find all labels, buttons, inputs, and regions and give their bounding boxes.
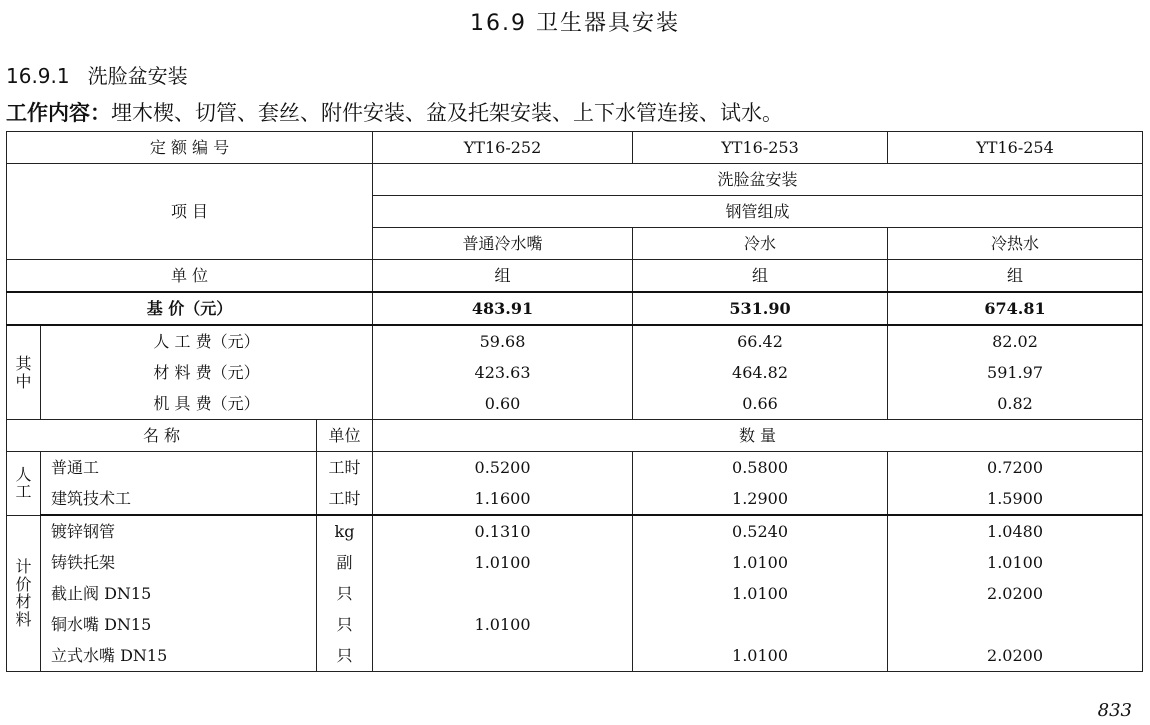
material-value: 1.0100	[633, 547, 888, 578]
labor-group-text: 人工	[15, 464, 32, 502]
labor-row	[7, 452, 1143, 484]
item-level3-cell: 普通冷水嘴	[373, 228, 633, 260]
material-group-text: 计价材料	[15, 557, 32, 629]
section-title: 16.9 卫生器具安装	[470, 11, 680, 36]
material-value	[373, 640, 633, 672]
material-value: 1.0100	[373, 547, 633, 578]
unit-label: 单 位	[7, 260, 373, 293]
quota-number-label: 定 额 编 号	[7, 132, 373, 164]
unit-row	[7, 260, 1143, 293]
subsection-title: 洗脸盆安装	[87, 64, 188, 88]
material-unit: 副	[317, 547, 373, 578]
material-name: 截止阀 DN15	[41, 578, 317, 609]
labor-value: 0.5200	[373, 452, 633, 484]
quantity-label: 数 量	[373, 420, 1143, 452]
base-price-cell: 674.81	[888, 292, 1143, 325]
cost-row	[7, 325, 1143, 357]
quota-number-cell: YT16-252	[373, 132, 633, 164]
material-name: 铸铁托架	[41, 547, 317, 578]
cost-value: 423.63	[373, 357, 633, 388]
base-price-cell: 483.91	[373, 292, 633, 325]
material-value: 1.0100	[373, 609, 633, 640]
material-row	[7, 578, 1143, 609]
material-unit: 只	[317, 609, 373, 640]
item-level2: 钢管组成	[373, 196, 1143, 228]
material-group-label	[7, 515, 41, 672]
material-row	[7, 547, 1143, 578]
base-price-cell: 531.90	[633, 292, 888, 325]
name-label: 名 称	[7, 420, 317, 452]
quota-number-cell: YT16-254	[888, 132, 1143, 164]
cost-value: 82.02	[888, 325, 1143, 357]
page-number: 833	[1097, 700, 1132, 721]
material-unit: 只	[317, 578, 373, 609]
material-value: 1.0100	[633, 578, 888, 609]
material-value	[633, 609, 888, 640]
material-value: 2.0200	[888, 640, 1143, 672]
cost-label: 材 料 费（元）	[41, 357, 373, 388]
material-value: 1.0100	[888, 547, 1143, 578]
cost-value: 66.42	[633, 325, 888, 357]
subsection-heading	[6, 60, 188, 89]
base-price-row	[7, 292, 1143, 325]
material-unit: kg	[317, 515, 373, 547]
cost-row	[7, 357, 1143, 388]
work-content-text: 埋木楔、切管、套丝、附件安装、盆及托架安装、上下水管连接、试水。	[111, 101, 783, 125]
item-level3-cell: 冷热水	[888, 228, 1143, 260]
item-row-1	[7, 164, 1143, 196]
material-value: 2.0200	[888, 578, 1143, 609]
cost-value: 0.60	[373, 388, 633, 420]
cost-value: 0.82	[888, 388, 1143, 420]
of-which-text: 其中	[15, 353, 32, 391]
labor-name: 普通工	[41, 452, 317, 484]
item-label: 项 目	[7, 164, 373, 260]
material-value: 1.0480	[888, 515, 1143, 547]
material-name: 立式水嘴 DN15	[41, 640, 317, 672]
quota-number-cell: YT16-253	[633, 132, 888, 164]
material-value	[888, 609, 1143, 640]
work-content-line	[6, 97, 783, 127]
base-price-label: 基 价（元）	[7, 292, 373, 325]
quota-number-row	[7, 132, 1143, 164]
item-level1: 洗脸盆安装	[373, 164, 1143, 196]
cost-label: 机 具 费（元）	[41, 388, 373, 420]
material-value: 1.0100	[633, 640, 888, 672]
unit-column-label: 单位	[317, 420, 373, 452]
unit-cell: 组	[633, 260, 888, 293]
material-row	[7, 515, 1143, 547]
cost-value: 464.82	[633, 357, 888, 388]
material-value	[373, 578, 633, 609]
material-name: 铜水嘴 DN15	[41, 609, 317, 640]
cost-value: 0.66	[633, 388, 888, 420]
cost-row	[7, 388, 1143, 420]
subsection-number: 16.9.1	[6, 64, 70, 88]
labor-unit: 工时	[317, 452, 373, 484]
labor-value: 0.5800	[633, 452, 888, 484]
work-content-label: 工作内容：	[6, 101, 111, 125]
cost-label: 人 工 费（元）	[41, 325, 373, 357]
item-level3-cell: 冷水	[633, 228, 888, 260]
material-value: 0.5240	[633, 515, 888, 547]
labor-value: 1.1600	[373, 483, 633, 515]
labor-group-label	[7, 452, 41, 516]
cost-value: 59.68	[373, 325, 633, 357]
of-which-label	[7, 325, 41, 420]
quota-table	[6, 131, 1143, 672]
material-row	[7, 609, 1143, 640]
cost-value: 591.97	[888, 357, 1143, 388]
name-header-row	[7, 420, 1143, 452]
material-value: 0.1310	[373, 515, 633, 547]
labor-name: 建筑技术工	[41, 483, 317, 515]
labor-value: 1.5900	[888, 483, 1143, 515]
material-name: 镀锌钢管	[41, 515, 317, 547]
material-row	[7, 640, 1143, 672]
unit-cell: 组	[888, 260, 1143, 293]
unit-cell: 组	[373, 260, 633, 293]
labor-row	[7, 483, 1143, 515]
labor-unit: 工时	[317, 483, 373, 515]
material-unit: 只	[317, 640, 373, 672]
labor-value: 0.7200	[888, 452, 1143, 484]
labor-value: 1.2900	[633, 483, 888, 515]
